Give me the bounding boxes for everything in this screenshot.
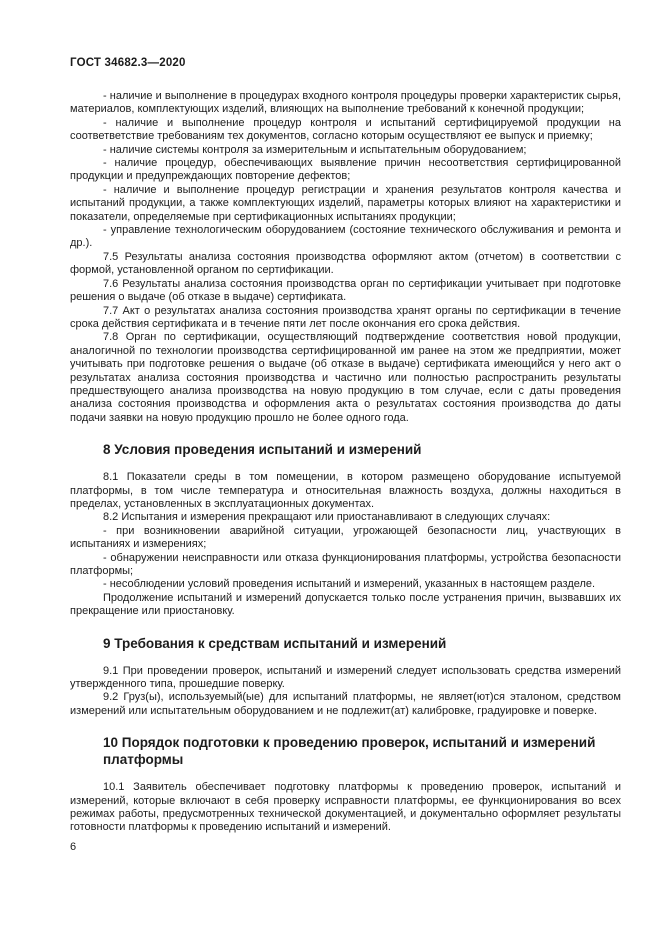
standard-code: ГОСТ 34682.3—2020 bbox=[70, 57, 186, 69]
dash-list-item: - наличие и выполнение процедур регистрации и хранения результатов контроля качества и испытаний продукции, а также комплектующих изделий, параметры которых влияют на характеристики и показатели, определяемые при сертификационных испытаниях продукции; bbox=[70, 183, 621, 223]
dash-list-item: - несоблюдении условий проведения испытаний и измерений, указанных в настоящем разделе. bbox=[103, 578, 596, 591]
page-number: 6 bbox=[70, 841, 77, 853]
body-paragraph: 7.5 Результаты анализа состояния производства оформляют актом (отчетом) в соответствии с формой, установленной органом по сертификации. bbox=[70, 250, 621, 277]
dash-list-item: - управление технологическим оборудованием (состояние технического обслуживания и ремонта и др.). bbox=[70, 224, 621, 250]
section-8-heading: 8 Условия проведения испытаний и измерений bbox=[103, 442, 422, 458]
section-10-heading: 10 Порядок подготовки к проведению проверок, испытаний и измерений платформы bbox=[103, 735, 596, 768]
body-paragraph: 8.2 Испытания и измерения прекращают или приостанавливают в следующих случаях: bbox=[103, 511, 551, 524]
dash-list-item: - наличие процедур, обеспечивающих выявление причин несоответствия сертифицированной продукции и предупреждающих повторение дефектов; bbox=[70, 157, 621, 183]
dash-list-item: - обнаружении неисправности или отказа функционирования платформы, устройства безопасности платформы; bbox=[70, 551, 621, 577]
dash-list-item: - наличие и выполнение в процедурах входного контроля процедуры проверки характеристик сырья, материалов, комплектующих изделий, влияющих на выполнение требований к конечной продукции; bbox=[70, 90, 621, 116]
document-body bbox=[70, 90, 621, 835]
dash-list-item: - при возникновении аварийной ситуации, угрожающей безопасности лиц, участвующих в испытаниях и измерениях; bbox=[70, 524, 621, 551]
section-9-heading: 9 Требования к средствам испытаний и измерений bbox=[103, 635, 447, 651]
body-paragraph: 7.6 Результаты анализа состояния производства орган по сертификации учитывает при подготовке решения о выдаче (об отказе в выдаче) сертификата. bbox=[70, 277, 621, 304]
body-paragraph: 7.8 Орган по сертификации, осуществляющий подтверждение соответствия новой продукции, аналогичной по технологии производства сертифицированной им ранее на этом же предприятии, может учитывать при подготовке решения о выдаче (об отказе в выдаче) сертификата имеющийся у него акт о результатах анализа состояния производства и частично или полностью распространить результаты предшествующего анализа производства на новую продукцию в том случае, если с даты проведения анализа состояния производства и оформления акта о результатах состояния производства до даты подачи заявки на новую продукцию прошло не более одного года. bbox=[70, 331, 621, 424]
body-paragraph: 9.1 При проведении проверок, испытаний и измерений следует использовать средства измерений утвержденного типа, прошедшие поверку. bbox=[70, 664, 621, 691]
dash-list-item: - наличие и выполнение процедур контроля и испытаний сертифицируемой продукции на соответветствие требованиям тех документов, согласно которым осуществляют ее выпуск и приемку; bbox=[70, 116, 621, 143]
dash-list-item: - наличие системы контроля за измерительным и испытательным оборудованием; bbox=[103, 143, 527, 156]
body-paragraph: 8.1 Показатели среды в том помещении, в котором размещено оборудование испытуемой платформы, в том числе температура и относительная влажность воздуха, должны находиться в пределах, установленных в эксплуатационных документах. bbox=[70, 471, 621, 510]
body-paragraph: 9.2 Груз(ы), используемый(ые) для испытаний платформы, не являет(ют)ся эталоном, средством измерений или испытательным оборудованием и не подлежит(ат) калибровке, градуировке и поверке. bbox=[70, 691, 621, 717]
body-paragraph: 7.7 Акт о результатах анализа состояния производства хранят органы по сертификации в течение срока действия сертификата и в течение пяти лет после окончания его срока действия. bbox=[70, 304, 621, 330]
body-paragraph: Продолжение испытаний и измерений допускается только после устранения причин, вызвавших их прекращение или приостановку. bbox=[70, 591, 621, 618]
body-paragraph: 10.1 Заявитель обеспечивает подготовку платформы к проведению проверок, испытаний и измерений, которые включают в себя проверку исправности платформы, ее функционирования во всех режимах работы, предусмотренных технической документацией, и документально оформляет результаты готовности платформы к проведению испытаний и измерений. bbox=[70, 781, 621, 834]
